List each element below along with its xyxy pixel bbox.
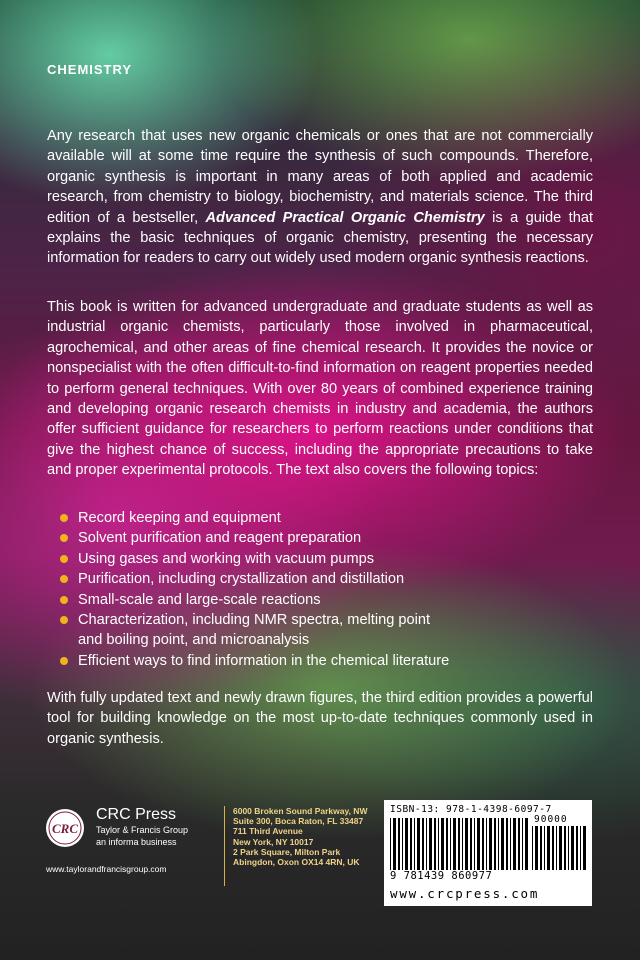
- barcode-bar: [518, 818, 520, 870]
- topic-text: Purification, including crystallization and distillation: [78, 571, 405, 588]
- barcode-bar: [513, 818, 516, 870]
- topic-text: Record keeping and equipment: [78, 510, 281, 526]
- topic-item: [60, 610, 438, 651]
- isbn-label: ISBN-13: 978-1-4398-6097-7: [390, 804, 552, 815]
- bullet-dot-icon: [60, 514, 68, 522]
- price-addon-number: 90000: [534, 814, 568, 825]
- publisher-block: [96, 806, 188, 848]
- barcode-bar: [470, 818, 472, 870]
- address-line: Suite 300, Boca Raton, FL 33487: [233, 816, 364, 827]
- barcode-bar: [402, 818, 403, 870]
- barcode-bar: [474, 818, 475, 870]
- barcode-bar: [434, 818, 436, 870]
- topic-text: Characterization, including NMR spectra, melting point and boiling point, and microanalysis: [78, 612, 431, 649]
- topic-item: [60, 549, 580, 569]
- publisher-website[interactable]: www.crcpress.com: [390, 886, 540, 901]
- barcode-bar: [465, 818, 468, 870]
- barcode-bar: [552, 826, 554, 870]
- closing-paragraph: With fully updated text and newly drawn figures, the third edition provides a powerful tool for building knowledge on the most up-to-date techniques commonly used in organic synthesis.: [47, 690, 593, 747]
- barcode-bar: [390, 818, 391, 870]
- barcode-bar: [556, 826, 557, 870]
- isbn-barcode: [390, 818, 528, 870]
- intro-text-end: is a guide that explains the basic techniques of organic chemistry, presenting the necessary information for readers to carry out widely used modern organic synthesis reactions.: [47, 209, 594, 267]
- barcode-bar: [477, 818, 480, 870]
- topic-item: [60, 569, 580, 589]
- barcode-bar: [410, 818, 412, 870]
- barcode-bar: [450, 818, 451, 870]
- topics-list: [60, 508, 580, 671]
- barcode-bar: [525, 818, 528, 870]
- publisher-address: [233, 806, 367, 867]
- topic-text: Efficient ways to find information in the chemical literature: [78, 652, 450, 669]
- barcode-bar: [498, 818, 499, 870]
- barcode-panel: [384, 800, 592, 906]
- barcode-bar: [429, 818, 432, 870]
- barcode-bar: [501, 818, 504, 870]
- barcode-bar: [414, 818, 415, 870]
- barcode-bar: [393, 818, 396, 870]
- barcode-bar: [510, 818, 511, 870]
- barcode-bar: [489, 818, 492, 870]
- publisher-name: CRC Press: [96, 806, 177, 823]
- addon-barcode: [532, 826, 586, 870]
- book-title: Advanced Practical Organic Chemistry: [205, 209, 485, 226]
- barcode-bar: [580, 826, 581, 870]
- barcode-bar: [453, 818, 456, 870]
- barcode-bar: [568, 826, 569, 870]
- svg-text:CRC: CRC: [51, 821, 79, 836]
- barcode-bar: [422, 818, 424, 870]
- barcode-bar: [544, 826, 545, 870]
- barcode-bar: [522, 818, 523, 870]
- barcode-bar: [540, 826, 542, 870]
- topic-item: [60, 508, 580, 528]
- barcode-bar: [438, 818, 439, 870]
- barcode-bar: [532, 826, 533, 870]
- topic-text: Solvent purification and reagent preparation: [78, 530, 362, 547]
- bullet-dot-icon: [60, 596, 68, 604]
- topic-item: [60, 528, 580, 548]
- barcode-bar: [417, 818, 420, 870]
- address-line: New York, NY 10017: [233, 836, 314, 847]
- address-line: 711 Third Avenue: [233, 826, 303, 837]
- barcode-digits: 9 781439 860977: [390, 870, 493, 882]
- barcode-bar: [482, 818, 484, 870]
- barcode-bar: [426, 818, 427, 870]
- intro-paragraph: [47, 126, 593, 269]
- barcode-bar: [458, 818, 460, 870]
- section-label: CHEMISTRY: [47, 62, 133, 77]
- barcode-bar: [398, 818, 400, 870]
- barcode-bar: [441, 818, 444, 870]
- address-line: 2 Park Square, Milton Park: [233, 846, 341, 857]
- barcode-bar: [564, 826, 566, 870]
- bullet-dot-icon: [60, 657, 68, 665]
- barcode-bar: [583, 826, 586, 870]
- barcode-bar: [506, 818, 508, 870]
- address-line: Abingdon, Oxon OX14 4RN, UK: [233, 857, 360, 868]
- footer-divider: [224, 806, 225, 886]
- audience-paragraph: This book is written for advanced undergraduate and graduate students as well as industrial organic chemists, particularly those involved in pharmaceutical, agrochemical, and other areas of fine chemical research. It provides the novice or nonspecialist with the often difficult-to-find information on reagent properties needed to perform general techniques. With over 80 years of combined experience training and developing organic research chemists in industry and academia, the authors offer sufficient guidance for researchers to perform reactions under conditions that give the highest chance of success, including the appropriate precautions to take and proper experimental protocols. The text also covers the following topics:: [47, 299, 593, 479]
- publisher-url[interactable]: www.taylorandfrancisgroup.com: [46, 864, 167, 874]
- bullet-dot-icon: [60, 616, 68, 624]
- barcode-bar: [576, 826, 578, 870]
- topic-item: [60, 651, 580, 671]
- bullet-dot-icon: [60, 555, 68, 563]
- barcode-bar: [559, 826, 562, 870]
- publisher-group: Taylor & Francis Group: [96, 825, 189, 835]
- barcode-bar: [462, 818, 463, 870]
- barcode-bar: [446, 818, 448, 870]
- barcode-bar: [535, 826, 538, 870]
- publisher-tagline: an informa business: [96, 837, 177, 847]
- topic-text: Using gases and working with vacuum pumps: [78, 550, 375, 567]
- barcode-bar: [547, 826, 550, 870]
- bullet-dot-icon: [60, 534, 68, 542]
- barcode-bar: [571, 826, 574, 870]
- intro-text-start: Any research that uses new organic chemicals or ones that are not commercially available will at some time require the synthesis of such compounds. Therefore, organic synthesis is important in many areas of both applied and academic research, from chemistry to biology, biochemistry, and materials science. The third edition of a bestseller,: [47, 128, 593, 226]
- bullet-dot-icon: [60, 575, 68, 583]
- topic-item: [60, 590, 580, 610]
- topic-text: Small-scale and large-scale reactions: [78, 591, 321, 608]
- barcode-bar: [494, 818, 496, 870]
- barcode-bar: [486, 818, 487, 870]
- address-line: 6000 Broken Sound Parkway, NW: [233, 806, 368, 816]
- crc-press-logo: [45, 808, 85, 848]
- barcode-bar: [405, 818, 408, 870]
